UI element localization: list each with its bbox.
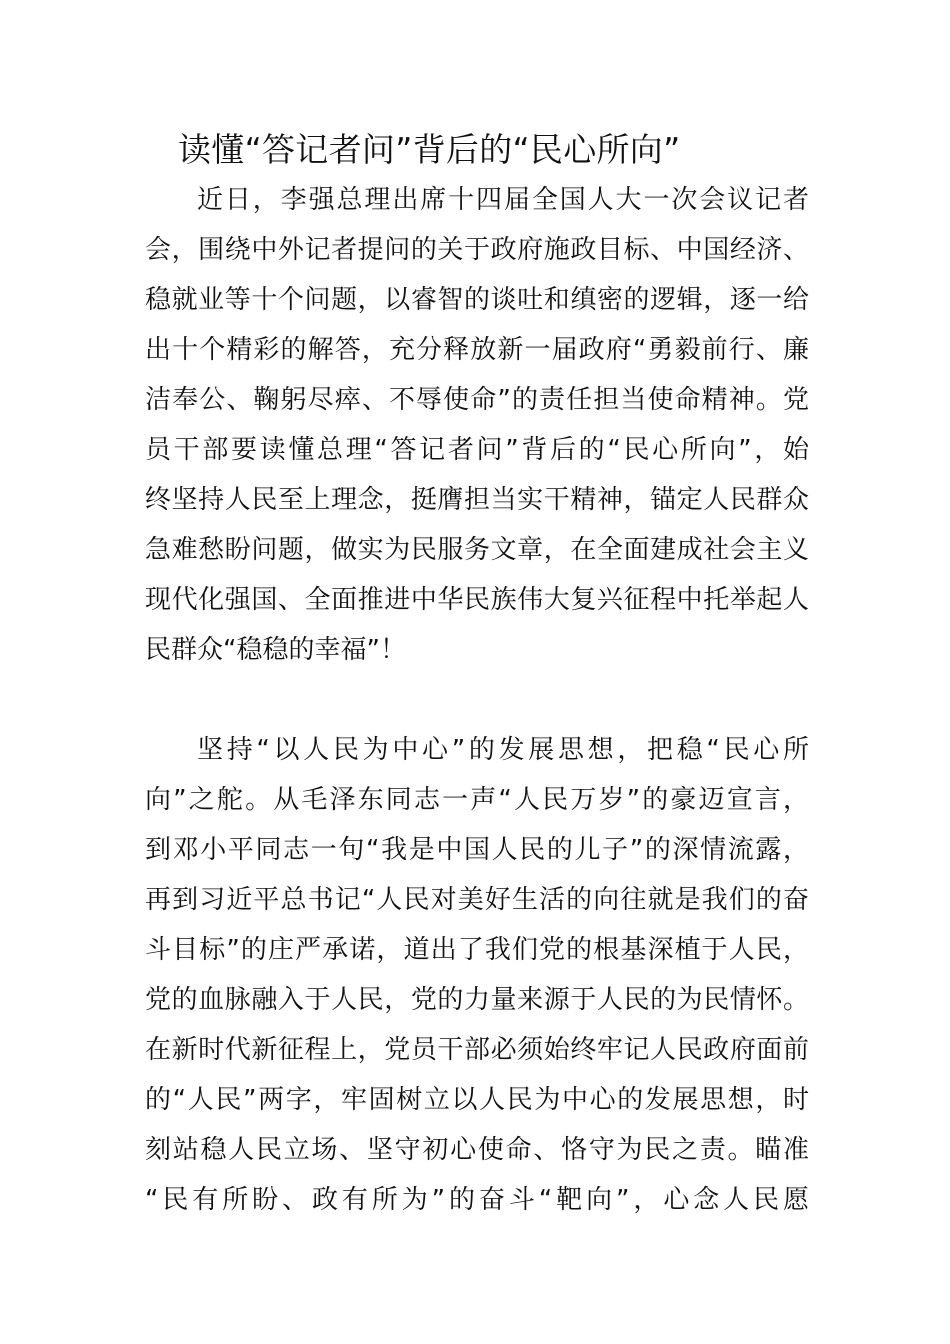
paragraph-line: 坚持“以人民为中心”的发展思想，把稳“民心所 <box>197 735 809 765</box>
paragraph-line: 斗目标”的庄严承诺，道出了我们党的根基深植于人民， <box>145 935 809 965</box>
paragraph-line: 民群众“稳稳的幸福”！ <box>145 635 406 665</box>
document-title: 读懂“答记者问”背后的“民心所向” <box>178 130 681 169</box>
paragraph-line: 刻站稳人民立场、坚守初心使命、恪守为民之责。瞄准 <box>145 1135 809 1165</box>
paragraph-line: 党的血脉融入于人民，党的力量来源于人民的为民情怀。 <box>145 985 809 1015</box>
paragraph-line: 出十个精彩的解答，充分释放新一届政府“勇毅前行、廉 <box>145 335 809 365</box>
paragraph-line: 再到习近平总书记“人民对美好生活的向往就是我们的奋 <box>145 885 809 915</box>
paragraph-line: 洁奉公、鞠躬尽瘁、不辱使命”的责任担当使命精神。党 <box>145 385 809 415</box>
paragraph-line: 到邓小平同志一句“我是中国人民的儿子”的深情流露， <box>145 835 809 865</box>
paragraph-line: 终坚持人民至上理念，挺膺担当实干精神，锚定人民群众 <box>145 485 809 515</box>
paragraph-line: 在新时代新征程上，党员干部必须始终牢记人民政府面前 <box>145 1035 809 1065</box>
paragraph-line: 现代化强国、全面推进中华民族伟大复兴征程中托举起人 <box>145 585 809 615</box>
paragraph-line: 会，围绕中外记者提问的关于政府施政目标、中国经济、 <box>145 235 809 265</box>
paragraph-line: 的“人民”两字，牢固树立以人民为中心的发展思想，时 <box>145 1085 809 1115</box>
paragraph-line: 稳就业等十个问题，以睿智的谈吐和缜密的逻辑，逐一给 <box>145 285 809 315</box>
paragraph-line: 员干部要读懂总理“答记者问”背后的“民心所向”，始 <box>145 435 809 465</box>
paragraph-line: “民有所盼、政有所为”的奋斗“靶向”，心念人民愿 <box>145 1185 809 1215</box>
paragraph-line: 近日，李强总理出席十四届全国人大一次会议记者 <box>197 185 809 215</box>
paragraph-line: 向”之舵。从毛泽东同志一声“人民万岁”的豪迈宣言， <box>145 785 809 815</box>
paragraph-line: 急难愁盼问题，做实为民服务文章，在全面建成社会主义 <box>145 535 809 565</box>
